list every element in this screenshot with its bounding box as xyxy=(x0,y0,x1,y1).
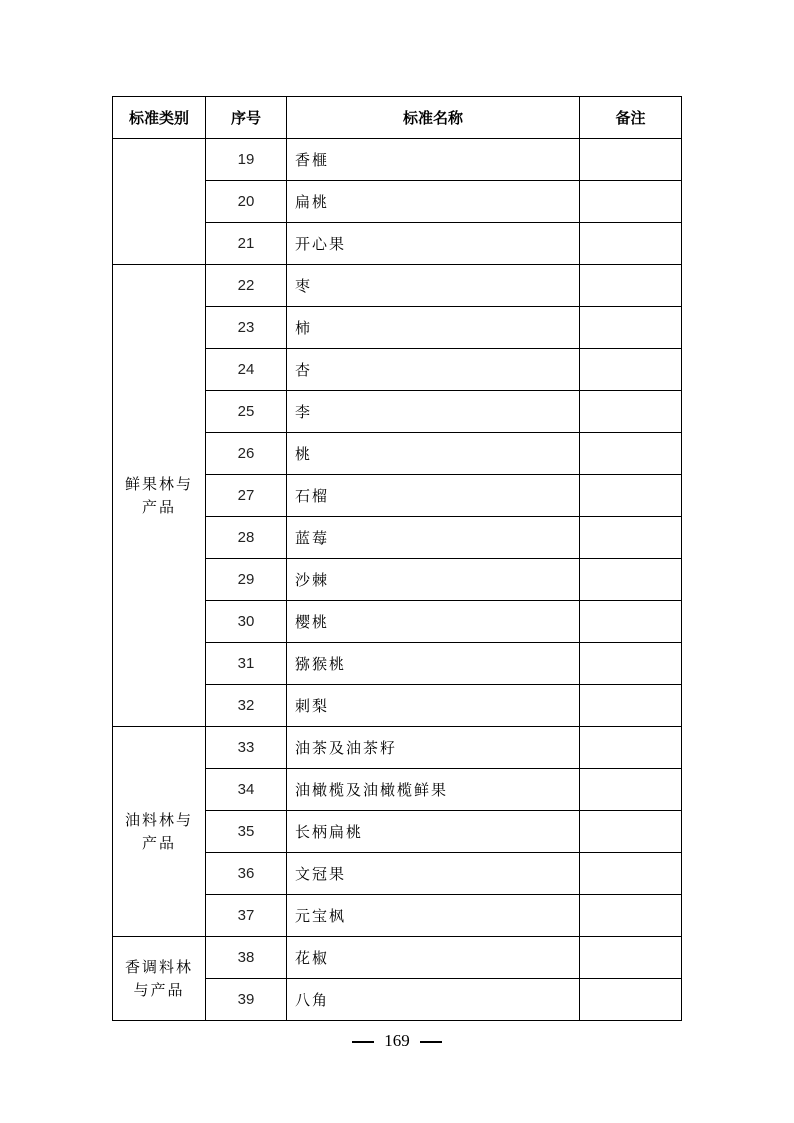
number-cell: 39 xyxy=(206,979,287,1021)
number-cell: 28 xyxy=(206,517,287,559)
note-cell xyxy=(580,601,682,643)
note-cell xyxy=(580,727,682,769)
standards-table xyxy=(112,96,682,1021)
standard-name-cell: 油橄榄及油橄榄鲜果 xyxy=(287,769,580,811)
standard-name-cell: 花椒 xyxy=(287,937,580,979)
standard-name-cell: 扁桃 xyxy=(287,181,580,223)
note-cell xyxy=(580,349,682,391)
table-row xyxy=(113,265,682,307)
number-cell: 32 xyxy=(206,685,287,727)
standard-name-cell: 柿 xyxy=(287,307,580,349)
category-cell xyxy=(113,139,206,265)
number-cell: 38 xyxy=(206,937,287,979)
note-cell xyxy=(580,769,682,811)
number-cell: 34 xyxy=(206,769,287,811)
note-cell xyxy=(580,475,682,517)
page-number: 169 xyxy=(384,1031,410,1050)
number-cell: 36 xyxy=(206,853,287,895)
number-cell: 37 xyxy=(206,895,287,937)
footer-dash-right xyxy=(420,1041,442,1043)
number-cell: 19 xyxy=(206,139,287,181)
standard-name-cell: 桃 xyxy=(287,433,580,475)
table-header-row xyxy=(113,97,682,139)
header-number: 序号 xyxy=(206,97,287,139)
table-row xyxy=(113,937,682,979)
header-note: 备注 xyxy=(580,97,682,139)
note-cell xyxy=(580,265,682,307)
number-cell: 27 xyxy=(206,475,287,517)
number-cell: 25 xyxy=(206,391,287,433)
number-cell: 21 xyxy=(206,223,287,265)
standard-name-cell: 开心果 xyxy=(287,223,580,265)
note-cell xyxy=(580,979,682,1021)
number-cell: 24 xyxy=(206,349,287,391)
number-cell: 26 xyxy=(206,433,287,475)
standard-name-cell: 杏 xyxy=(287,349,580,391)
number-cell: 22 xyxy=(206,265,287,307)
number-cell: 23 xyxy=(206,307,287,349)
number-cell: 35 xyxy=(206,811,287,853)
standard-name-cell: 油茶及油茶籽 xyxy=(287,727,580,769)
standard-name-cell: 枣 xyxy=(287,265,580,307)
note-cell xyxy=(580,391,682,433)
header-name: 标准名称 xyxy=(287,97,580,139)
footer-dash-left xyxy=(352,1041,374,1043)
number-cell: 29 xyxy=(206,559,287,601)
category-cell: 香调料林 与产品 xyxy=(113,937,206,1021)
number-cell: 20 xyxy=(206,181,287,223)
number-cell: 31 xyxy=(206,643,287,685)
page-footer xyxy=(0,1031,794,1051)
standard-name-cell: 香榧 xyxy=(287,139,580,181)
note-cell xyxy=(580,433,682,475)
note-cell xyxy=(580,181,682,223)
standard-name-cell: 元宝枫 xyxy=(287,895,580,937)
standard-name-cell: 沙棘 xyxy=(287,559,580,601)
note-cell xyxy=(580,895,682,937)
note-cell xyxy=(580,643,682,685)
note-cell xyxy=(580,937,682,979)
standard-name-cell: 长柄扁桃 xyxy=(287,811,580,853)
table-row xyxy=(113,727,682,769)
note-cell xyxy=(580,307,682,349)
standard-name-cell: 李 xyxy=(287,391,580,433)
note-cell xyxy=(580,223,682,265)
table-row xyxy=(113,139,682,181)
standard-name-cell: 蓝莓 xyxy=(287,517,580,559)
standard-name-cell: 猕猴桃 xyxy=(287,643,580,685)
header-category: 标准类别 xyxy=(113,97,206,139)
number-cell: 33 xyxy=(206,727,287,769)
note-cell xyxy=(580,811,682,853)
note-cell xyxy=(580,685,682,727)
standard-name-cell: 文冠果 xyxy=(287,853,580,895)
category-cell: 鲜果林与 产品 xyxy=(113,265,206,727)
standard-name-cell: 刺梨 xyxy=(287,685,580,727)
note-cell xyxy=(580,559,682,601)
note-cell xyxy=(580,139,682,181)
standard-name-cell: 樱桃 xyxy=(287,601,580,643)
number-cell: 30 xyxy=(206,601,287,643)
standard-name-cell: 石榴 xyxy=(287,475,580,517)
standard-name-cell: 八角 xyxy=(287,979,580,1021)
category-cell: 油料林与 产品 xyxy=(113,727,206,937)
note-cell xyxy=(580,853,682,895)
note-cell xyxy=(580,517,682,559)
table-body xyxy=(113,139,682,1021)
